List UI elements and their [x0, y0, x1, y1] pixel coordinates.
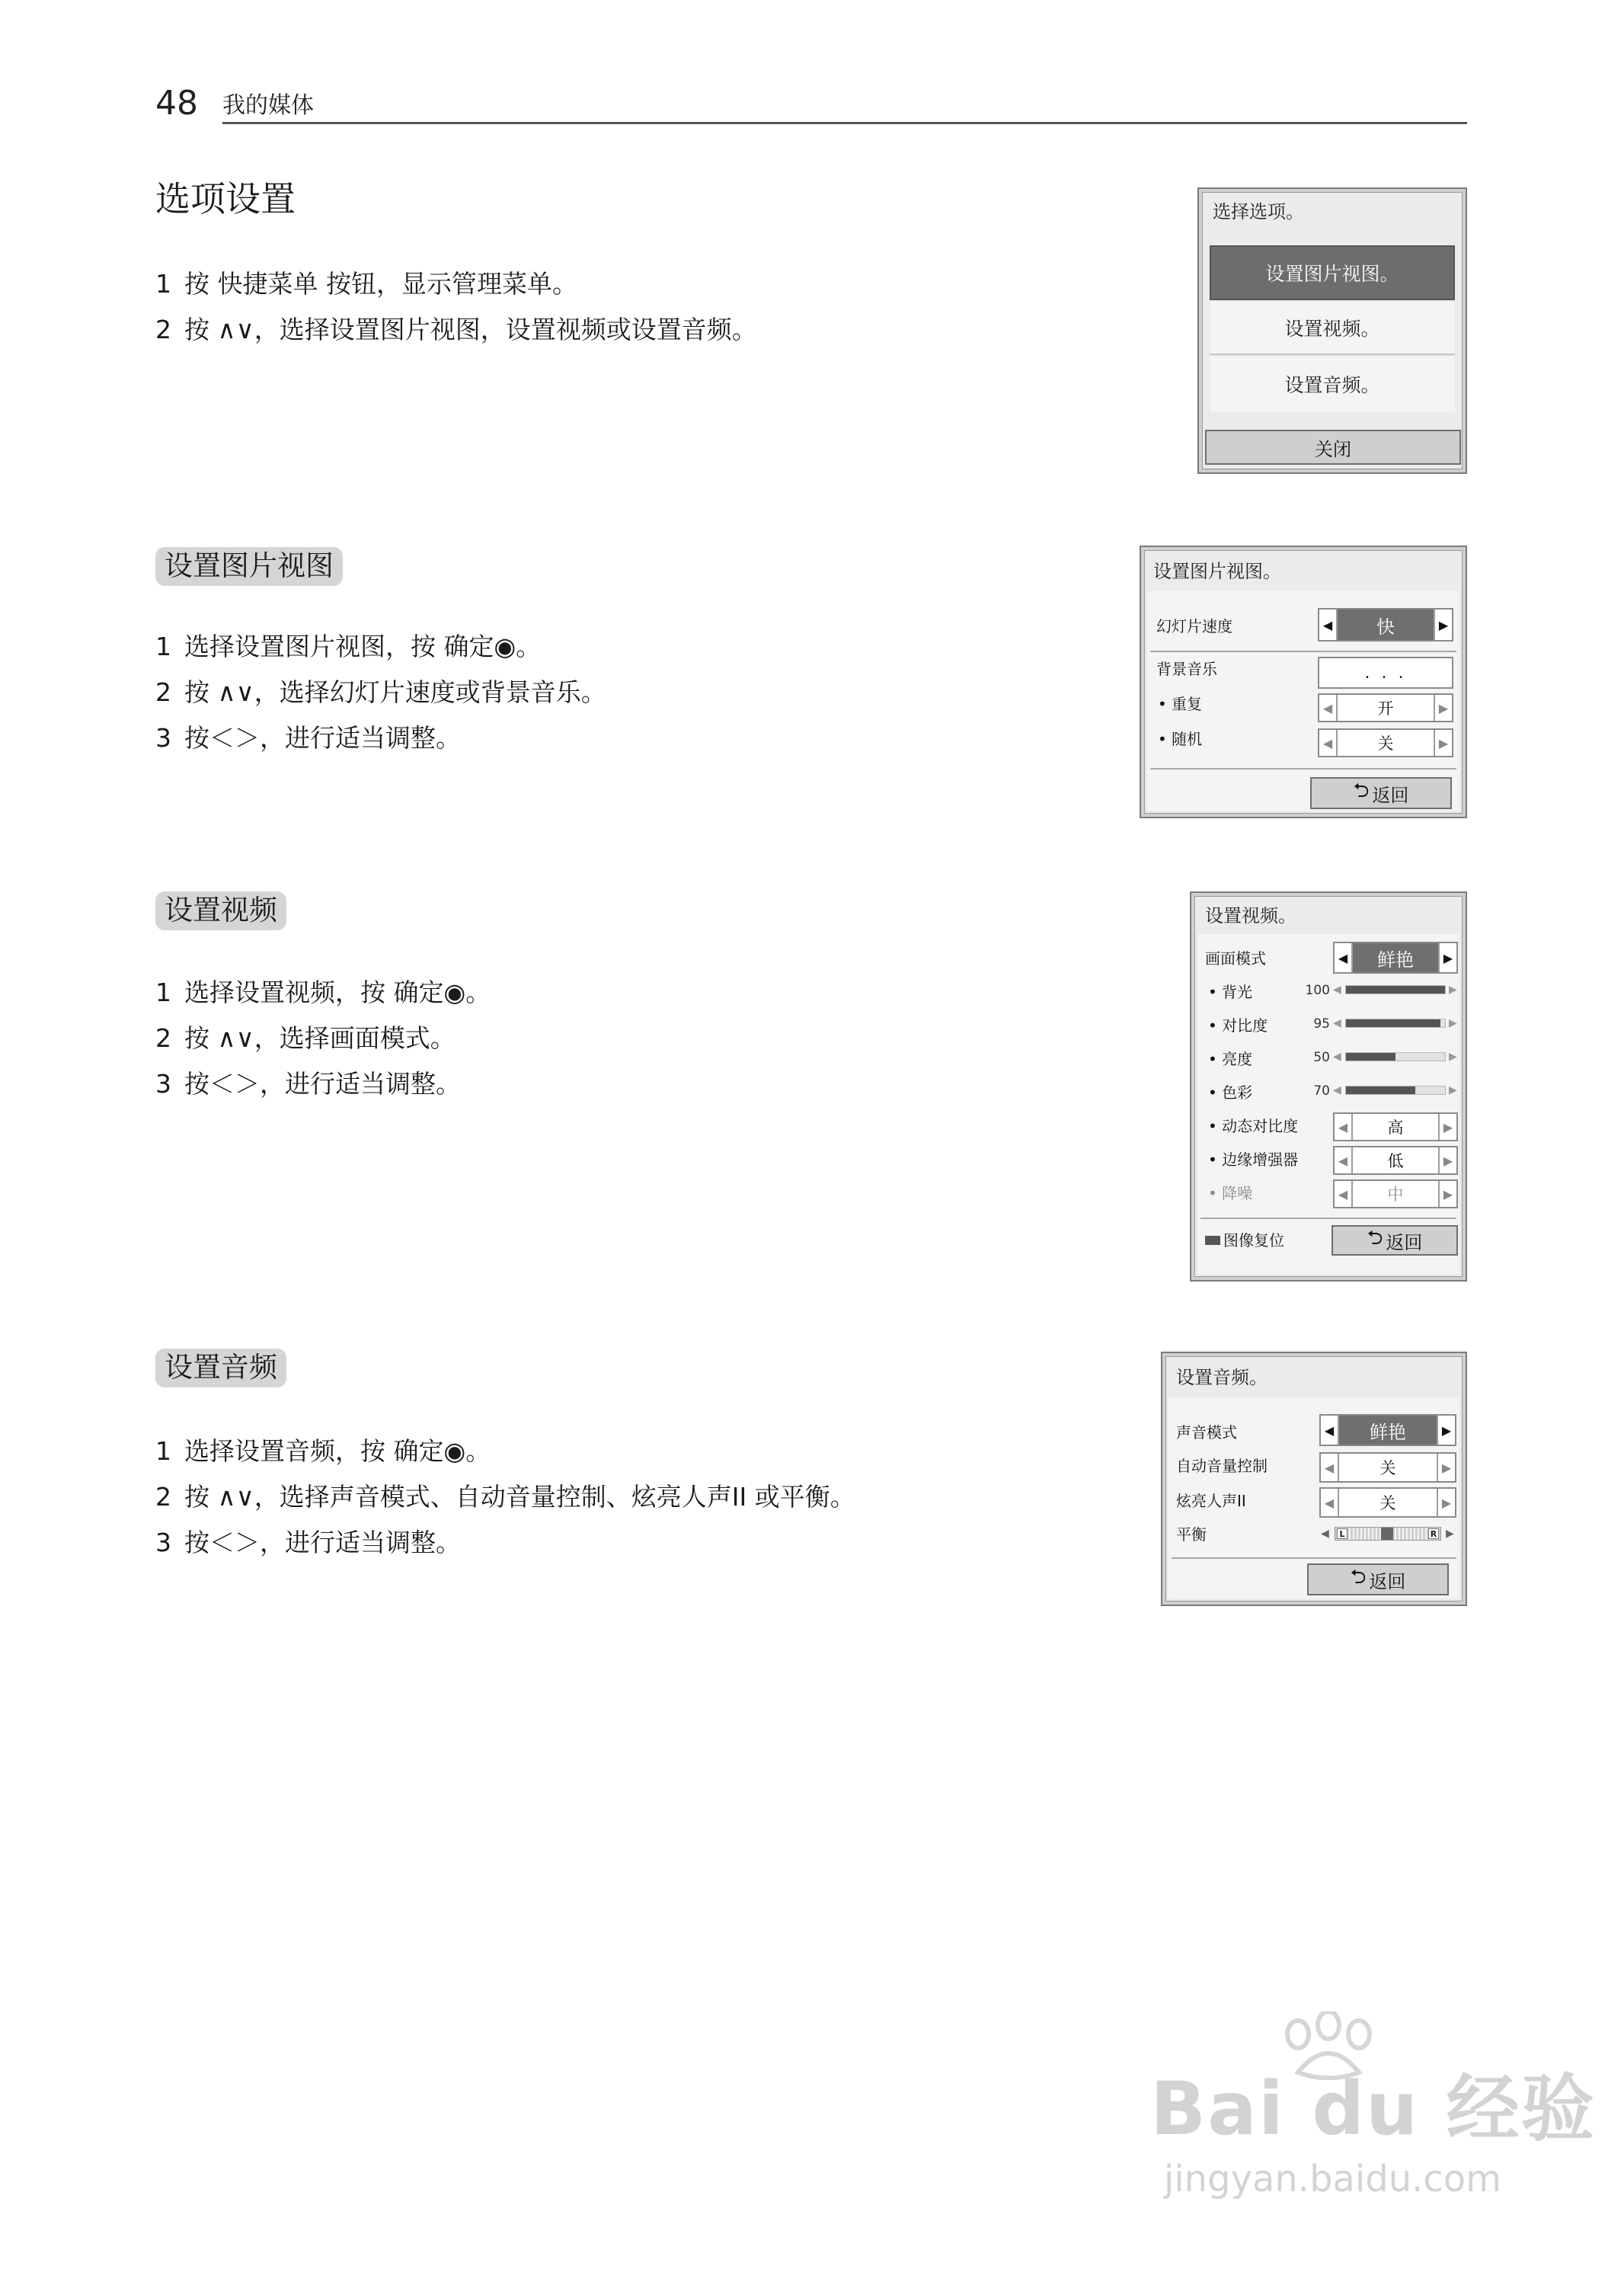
close-button[interactable]: 关闭	[1205, 430, 1461, 465]
arrow-left-icon[interactable]: ◀	[1335, 1147, 1353, 1173]
balance-thumb[interactable]	[1381, 1528, 1393, 1540]
video-step-1	[155, 980, 491, 1005]
arrow-left-icon[interactable]: ◀	[1319, 610, 1338, 640]
arrow-left-icon[interactable]: ◀	[1335, 943, 1353, 972]
bgm-label: 背景音乐	[1156, 660, 1217, 678]
auto-volume-label: 自动音量控制	[1176, 1457, 1268, 1475]
selector-value: 中	[1387, 1186, 1404, 1204]
step-text: 按 ∧∨，选择画面模式。	[184, 1023, 456, 1053]
step-text: 选择设置视频，按 确定◉。	[184, 978, 491, 1007]
backlight-label: • 背光	[1208, 983, 1253, 1001]
arrow-right-icon[interactable]: ▶	[1437, 1454, 1455, 1481]
step-number: 2	[155, 1023, 171, 1053]
step-text: 按 ∧∨，选择声音模式、自动音量控制、炫亮人声II 或平衡。	[184, 1482, 855, 1512]
brightness-slider[interactable]	[1345, 1052, 1446, 1061]
step-text: 按＜＞，进行适当调整。	[184, 1069, 461, 1099]
balance-right-icon[interactable]: ▶	[1446, 1528, 1454, 1540]
slider-right-icon[interactable]: ▶	[1449, 1051, 1457, 1063]
slider-left-icon[interactable]: ◀	[1333, 1051, 1341, 1063]
step-number: 3	[155, 1069, 171, 1099]
page-number: 48	[155, 84, 198, 123]
audio-settings-dialog	[1161, 1352, 1467, 1606]
shuffle-label: • 随机	[1158, 730, 1203, 748]
watermark-brand: Bai du 经验	[1150, 2066, 1596, 2152]
section-title-audio: 设置音频	[155, 1349, 286, 1387]
audio-step-2	[155, 1482, 855, 1512]
selector-value: 关	[1379, 1494, 1396, 1512]
section-title-options: 选项设置	[155, 178, 296, 219]
back-label: 返回	[1386, 1231, 1423, 1253]
balance-label: 平衡	[1176, 1525, 1207, 1544]
selector-value: 低	[1387, 1152, 1404, 1170]
color-slider[interactable]	[1345, 1086, 1446, 1095]
picture-step-2	[155, 677, 606, 707]
selector-value: 开	[1377, 699, 1394, 718]
dynamic-contrast-selector[interactable]	[1333, 1112, 1458, 1141]
repeat-label: • 重复	[1158, 695, 1203, 713]
back-button[interactable]	[1331, 1225, 1458, 1256]
step-number: 3	[155, 723, 171, 753]
arrow-left-icon[interactable]: ◀	[1321, 1416, 1339, 1445]
sound-mode-label: 声音模式	[1176, 1423, 1237, 1442]
back-label: 返回	[1372, 784, 1409, 806]
options-step-2	[155, 317, 757, 342]
step-text: 按 ∧∨，选择幻灯片速度或背景音乐。	[184, 677, 606, 707]
step-number: 2	[155, 1482, 171, 1512]
picture-reset[interactable]	[1205, 1233, 1284, 1248]
brightness-label: • 亮度	[1208, 1050, 1253, 1068]
back-button[interactable]	[1307, 1563, 1449, 1595]
divider	[1150, 651, 1456, 652]
selector-value: 高	[1387, 1118, 1404, 1137]
arrow-left-icon[interactable]: ◀	[1321, 1454, 1339, 1481]
contrast-value: 95	[1313, 1016, 1330, 1032]
arrow-left-icon[interactable]: ◀	[1321, 1489, 1339, 1516]
back-label: 返回	[1369, 1570, 1406, 1592]
backlight-slider[interactable]	[1345, 985, 1446, 994]
video-settings-dialog	[1190, 891, 1467, 1282]
selector-value: 关	[1377, 734, 1394, 753]
arrow-right-icon[interactable]: ▶	[1438, 943, 1456, 972]
return-icon: ⮌	[1350, 1566, 1367, 1589]
arrow-right-icon[interactable]: ▶	[1438, 1114, 1456, 1140]
arrow-right-icon[interactable]: ▶	[1434, 730, 1452, 756]
slider-fill	[1346, 1086, 1415, 1094]
step-number: 2	[155, 677, 171, 707]
auto-volume-selector[interactable]	[1319, 1452, 1456, 1483]
chapter-title: 我的媒体	[222, 92, 314, 119]
arrow-right-icon[interactable]: ▶	[1438, 1147, 1456, 1173]
options-step-1	[155, 269, 577, 299]
arrow-left-icon[interactable]: ◀	[1319, 695, 1338, 721]
slider-left-icon[interactable]: ◀	[1333, 1017, 1341, 1029]
selector-value: 快	[1338, 610, 1434, 640]
step-text: 按 快捷菜单 按钮，显示管理菜单。	[184, 269, 577, 299]
watermark-url: jingyan.baidu.com	[1164, 2158, 1501, 2200]
video-step-2	[155, 1023, 456, 1053]
balance-left-icon[interactable]: ◀	[1321, 1528, 1329, 1540]
balance-r-marker: R	[1428, 1528, 1439, 1539]
arrow-right-icon[interactable]: ▶	[1437, 1489, 1455, 1516]
slide-speed-label: 幻灯片速度	[1156, 617, 1232, 635]
arrow-left-icon[interactable]: ◀	[1319, 730, 1338, 756]
clear-voice-selector[interactable]	[1319, 1487, 1456, 1518]
audio-step-1	[155, 1438, 491, 1464]
picture-mode-selector[interactable]	[1333, 942, 1458, 974]
arrow-right-icon[interactable]: ▶	[1434, 610, 1452, 640]
slider-left-icon[interactable]: ◀	[1333, 984, 1341, 996]
header-rule	[222, 122, 1467, 124]
step-number: 1	[155, 978, 171, 1007]
divider	[1150, 768, 1456, 770]
picture-step-3	[155, 723, 461, 753]
section-title-picture: 设置图片视图	[155, 547, 343, 586]
step-text: 按 ∧∨，选择设置图片视图，设置视频或设置音频。	[184, 315, 757, 344]
picture-reset-label: 图像复位	[1223, 1231, 1284, 1250]
divider	[1172, 1557, 1456, 1559]
dialog-title: 选择选项。	[1213, 201, 1304, 222]
shuffle-selector[interactable]	[1318, 728, 1453, 757]
edge-enhancer-label: • 边缘增强器	[1208, 1150, 1299, 1169]
step-text: 选择设置图片视图，按 确定◉。	[184, 632, 542, 661]
bgm-field[interactable]	[1318, 657, 1453, 689]
dialog-title: 设置音频。	[1176, 1367, 1268, 1388]
step-number: 2	[155, 315, 171, 344]
step-number: 1	[155, 632, 171, 661]
slider-fill	[1346, 1019, 1440, 1027]
dynamic-contrast-label: • 动态对比度	[1208, 1117, 1299, 1135]
arrow-right-icon[interactable]: ▶	[1434, 695, 1452, 721]
repeat-selector[interactable]	[1318, 693, 1453, 722]
sound-mode-selector[interactable]	[1319, 1414, 1456, 1446]
menu-item-audio[interactable]: 设置音频。	[1210, 357, 1455, 411]
slider-fill	[1346, 1053, 1395, 1061]
step-text: 按＜＞，进行适当调整。	[184, 723, 461, 753]
step-text: 选择设置音频，按 确定◉。	[184, 1436, 491, 1466]
picture-step-1	[155, 634, 541, 659]
contrast-slider[interactable]	[1345, 1019, 1446, 1028]
step-number: 1	[155, 269, 171, 299]
arrow-right-icon[interactable]: ▶	[1437, 1416, 1455, 1445]
color-value: 70	[1313, 1083, 1330, 1099]
brightness-value: 50	[1313, 1050, 1330, 1065]
selector-value: 关	[1379, 1459, 1396, 1477]
audio-step-3	[155, 1530, 461, 1555]
back-button[interactable]	[1310, 777, 1452, 809]
video-step-3	[155, 1069, 461, 1099]
slider-right-icon[interactable]: ▶	[1449, 1017, 1457, 1029]
slider-left-icon[interactable]: ◀	[1333, 1084, 1341, 1096]
slider-right-icon[interactable]: ▶	[1449, 1084, 1457, 1096]
dialog-title: 设置图片视图。	[1153, 561, 1281, 582]
color-label: • 色彩	[1208, 1083, 1253, 1102]
balance-slider[interactable]	[1335, 1527, 1441, 1541]
selector-value: 鲜艳	[1353, 943, 1438, 972]
section-title-video: 设置视频	[155, 891, 286, 930]
return-icon: ⮌	[1353, 779, 1370, 802]
picture-settings-dialog	[1140, 546, 1467, 818]
return-icon: ⮌	[1367, 1227, 1383, 1250]
slider-fill	[1346, 986, 1445, 994]
step-number: 1	[155, 1436, 171, 1466]
noise-reduction-label: • 降噪	[1208, 1184, 1253, 1202]
arrow-left-icon[interactable]: ◀	[1335, 1114, 1353, 1140]
selector-value: 鲜艳	[1339, 1416, 1437, 1445]
picture-mode-label: 画面模式	[1205, 949, 1266, 968]
divider	[1200, 1218, 1456, 1219]
select-option-dialog	[1197, 187, 1467, 474]
arrow-right-icon[interactable]: ▶	[1438, 1181, 1456, 1207]
dialog-title: 设置视频。	[1205, 905, 1296, 926]
step-text: 按＜＞，进行适当调整。	[184, 1528, 461, 1557]
backlight-value: 100	[1305, 983, 1330, 998]
step-number: 3	[155, 1528, 171, 1557]
slide-speed-selector[interactable]	[1318, 608, 1453, 642]
bgm-value: . . .	[1364, 663, 1407, 683]
red-button-icon	[1205, 1236, 1220, 1245]
edge-enhancer-selector[interactable]	[1333, 1146, 1458, 1175]
noise-reduction-selector[interactable]	[1333, 1179, 1458, 1208]
balance-l-marker: L	[1337, 1528, 1347, 1539]
arrow-left-icon[interactable]: ◀	[1335, 1181, 1353, 1207]
menu-item-video[interactable]: 设置视频。	[1210, 302, 1455, 355]
contrast-label: • 对比度	[1208, 1016, 1268, 1035]
slider-right-icon[interactable]: ▶	[1449, 984, 1457, 996]
menu-item-picture[interactable]: 设置图片视图。	[1210, 245, 1455, 300]
clear-voice-label: 炫亮人声II	[1176, 1492, 1246, 1510]
